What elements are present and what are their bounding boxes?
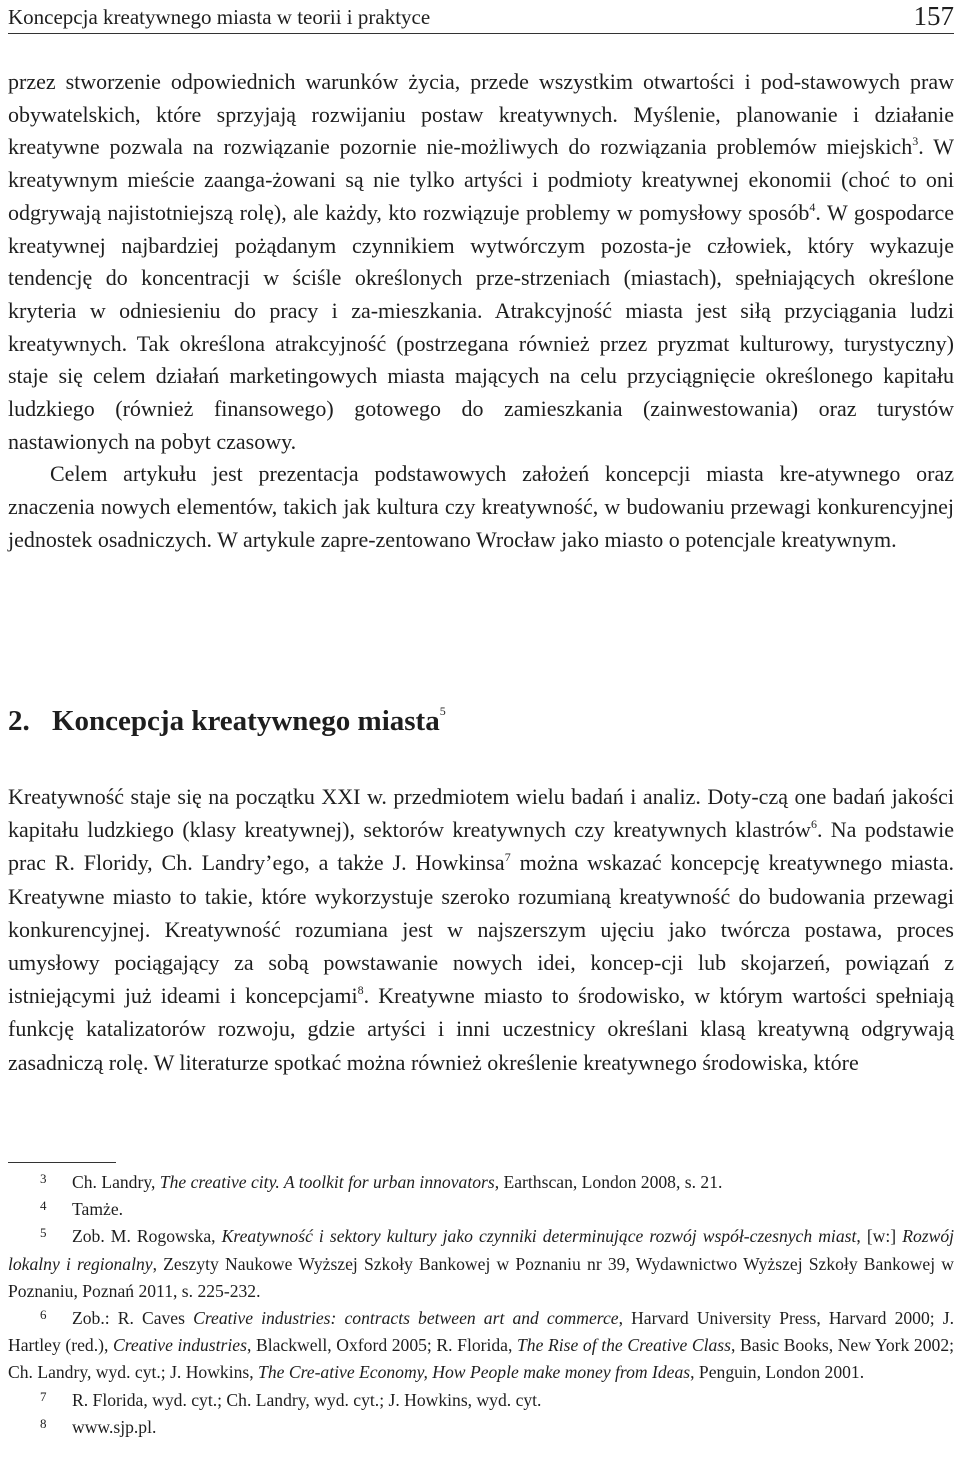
section-title: Koncepcja kreatywnego miasta — [52, 705, 440, 737]
footnote-ref-8: 8 — [357, 983, 364, 998]
section-heading — [8, 705, 446, 738]
footnote-link[interactable]: www.sjp.pl. — [72, 1416, 157, 1437]
footnote-title: Kreatywność i sektory kultury jako czynniki determinujące rozwój współ-czesnych miast — [221, 1226, 857, 1247]
section-body — [8, 780, 954, 1079]
footnote-ref-4: 4 — [809, 199, 816, 214]
section-paragraph — [8, 780, 954, 1079]
footnote-text: , Zeszyty Naukowe Wyższej Szkoły Bankowej w Poznaniu nr 39, Wydawnictwo Wyższej Szkoły Bankowej w Poznaniu, Poznań 2011, s. 225-232. — [8, 1253, 955, 1301]
footnote-ref-6: 6 — [810, 817, 817, 832]
footnote-ref-5: 5 — [439, 704, 446, 718]
section-text-run: Kreatywność staje się na początku XXI w. przedmiotem wielu badań i analiz. Doty-czą one badań jakości kapitału ludzkiego (klasy kreatywnej), sektorów kreatywnych czy kreatywnych klastrów — [8, 784, 954, 843]
footnote-text: R. Florida, wyd. cyt.; Ch. Landry, wyd. cyt.; J. Howkins, wyd. cyt. — [72, 1389, 542, 1410]
intro-paragraph-1 — [8, 66, 954, 458]
page-number: 157 — [913, 1, 954, 31]
footnote-divider — [8, 1162, 116, 1163]
footnote-title: The Cre-ative Economy, How People make money from Ideas — [258, 1362, 691, 1383]
footnote-title: The creative city. A toolkit for urban innovators — [159, 1172, 495, 1192]
section-text-run: . Na podstawie prac R. Floridy, Ch. Landry’ego, a także J. Howkinsa — [8, 817, 954, 876]
footnote-text: , Harvard University Press, Harvard 2000; J. Hartley (red.), — [8, 1308, 955, 1356]
footnote-5: 5 Zob. M. Rogowska, Kreatywność i sektory kultury jako czynniki determinujące rozwój współ-czesnych miast, [w:] Rozwój lokalny i regionalny, Zeszyty Naukowe Wyższej Szkoły Bankowej w Poznaniu nr 39, Wydawnictwo Wyższej Szkoły Bankowej w Poznaniu, Poznań 2011, s. 225-232. — [8, 1225, 955, 1301]
section-text-run: . Kreatywne miasto to środowisko, w którym wartości spełniają funkcję katalizatorów rozwoju, gdzie artyści i inni uczestnicy określani klasą kreatywną odgrywają zasadniczą rolę. W literaturze spotkać można również określenie kreatywnego środowiska, które — [8, 983, 954, 1075]
footnote-text: , Penguin, London 2001. — [690, 1362, 865, 1383]
footnote-4: 4 Tamże. — [40, 1198, 124, 1220]
footnote-text: Ch. Landry, — [72, 1172, 160, 1192]
footnote-ref-3: 3 — [912, 134, 919, 149]
footnote-text: , [w:] — [856, 1226, 903, 1247]
footnote-title: The Rise of the Creative Class — [517, 1335, 732, 1356]
running-head — [8, 3, 954, 34]
footnote-title: Creative industries — [112, 1335, 247, 1356]
footnote-text: Tamże. — [72, 1199, 124, 1220]
intro-text-run: przez stworzenie odpowiednich warunków życia, przede wszystkim otwartości i pod-stawowych praw obywatelskich, które sprzyjają rozwijaniu postaw kreatywnych. Myślenie, planowanie i działanie kreatywne pozwala na rozwiązanie pozornie nie-możliwych do rozwiązania problemów miejskich — [8, 69, 954, 160]
running-head-title: Koncepcja kreatywnego miasta w teorii i praktyce — [8, 5, 431, 29]
footnote-7: 7 R. Florida, wyd. cyt.; Ch. Landry, wyd. cyt.; J. Howkins, wyd. cyt. — [40, 1388, 542, 1410]
intro-paragraph-2: Celem artykułu jest prezentacja podstawowych założeń koncepcji miasta kre-atywnego oraz znaczenia nowych elementów, takich jak kultura czy kreatywność, w budowaniu przewagi konkurencyjnej jednostek osadniczych. W artykule zapre-zentowano Wrocław jako miasto o potencjale kreatywnym. — [8, 461, 954, 552]
intro-text — [8, 66, 954, 557]
footnote-ref-7: 7 — [504, 850, 511, 865]
footnote-text: Zob.: R. Caves — [72, 1308, 194, 1329]
footnote-text: , Earthscan, London 2008, s. 21. — [494, 1172, 723, 1192]
intro-text-run: . W gospodarce kreatywnej najbardziej pożądanym czynnikiem wytwórczym pozosta-je człowiek, który wykazuje tendencję do koncentracji w ściśle określonych prze-strzeniach (miastach), spełniających określone kryteria w odniesieniu do pracy i za-mieszkania. Atrakcyjność miasta jest siłą przyciągania ludzi kreatywnych. Tak określona atrakcyjność (postrzegana również przez pryzmat kulturowy, turystyczny) staje się celem działań marketingowych miasta mających na celu przyciągnięcie określonego kapitału ludzkiego (również finansowego) gotowego do zamieszkania (zainwestowania) oraz turystów nastawionych na pobyt czasowy. — [8, 199, 955, 454]
footnotes — [8, 1169, 954, 1441]
footnote-text: , Blackwell, Oxford 2005; R. Florida, — [246, 1335, 518, 1356]
footnote-text: Zob. M. Rogowska, — [72, 1226, 222, 1247]
footnote-title: Rozwój lokalny i regionalny — [8, 1226, 955, 1274]
footnote-6: 6 Zob.: R. Caves Creative industries: contracts between art and commerce, Harvard University Press, Harvard 2000; J. Hartley (red.), Creative industries, Blackwell, Oxford 2005; R. Florida, The Rise of the Creative Class, Basic Books, New York 2002; Ch. Landry, wyd. cyt.; J. Howkins, The Cre-ative Economy, How People make money from Ideas, Penguin, London 2001. — [8, 1307, 955, 1383]
footnote-8: 8 www.sjp.pl. — [40, 1415, 157, 1437]
footnote-3: 3 Ch. Landry, The creative city. A toolkit for urban innovators, Earthscan, London 2008, s. 21. — [40, 1171, 723, 1192]
section-text-run: można wskazać koncepcję kreatywnego miasta. Kreatywne miasto to takie, które wykorzystuje szeroko rozumianą kreatywność do budowania przewagi konkurencyjnej. Kreatywność rozumiana jest w najszerszym ujęciu jako twórcza postawa, proces umysłowy pociągający za sobą powstawanie nowych idei, koncep-cji lub skojarzeń, powiązań z istniejącymi już ideami i koncepcjami — [8, 850, 954, 1009]
intro-text-run: . W kreatywnym mieście zaanga-żowani są nie tylko artyści i podmioty kreatywnej ekonomii (choć to oni odgrywają najistotniejszą rolę), ale każdy, kto rozwiązuje problemy w pomysłowy sposób — [8, 134, 954, 225]
footnote-title: Creative industries: contracts between art and commerce — [193, 1308, 619, 1329]
section-number: 2. — [8, 705, 30, 737]
footnote-text: , Basic Books, New York 2002; Ch. Landry, wyd. cyt.; J. Howkins, — [8, 1335, 954, 1383]
